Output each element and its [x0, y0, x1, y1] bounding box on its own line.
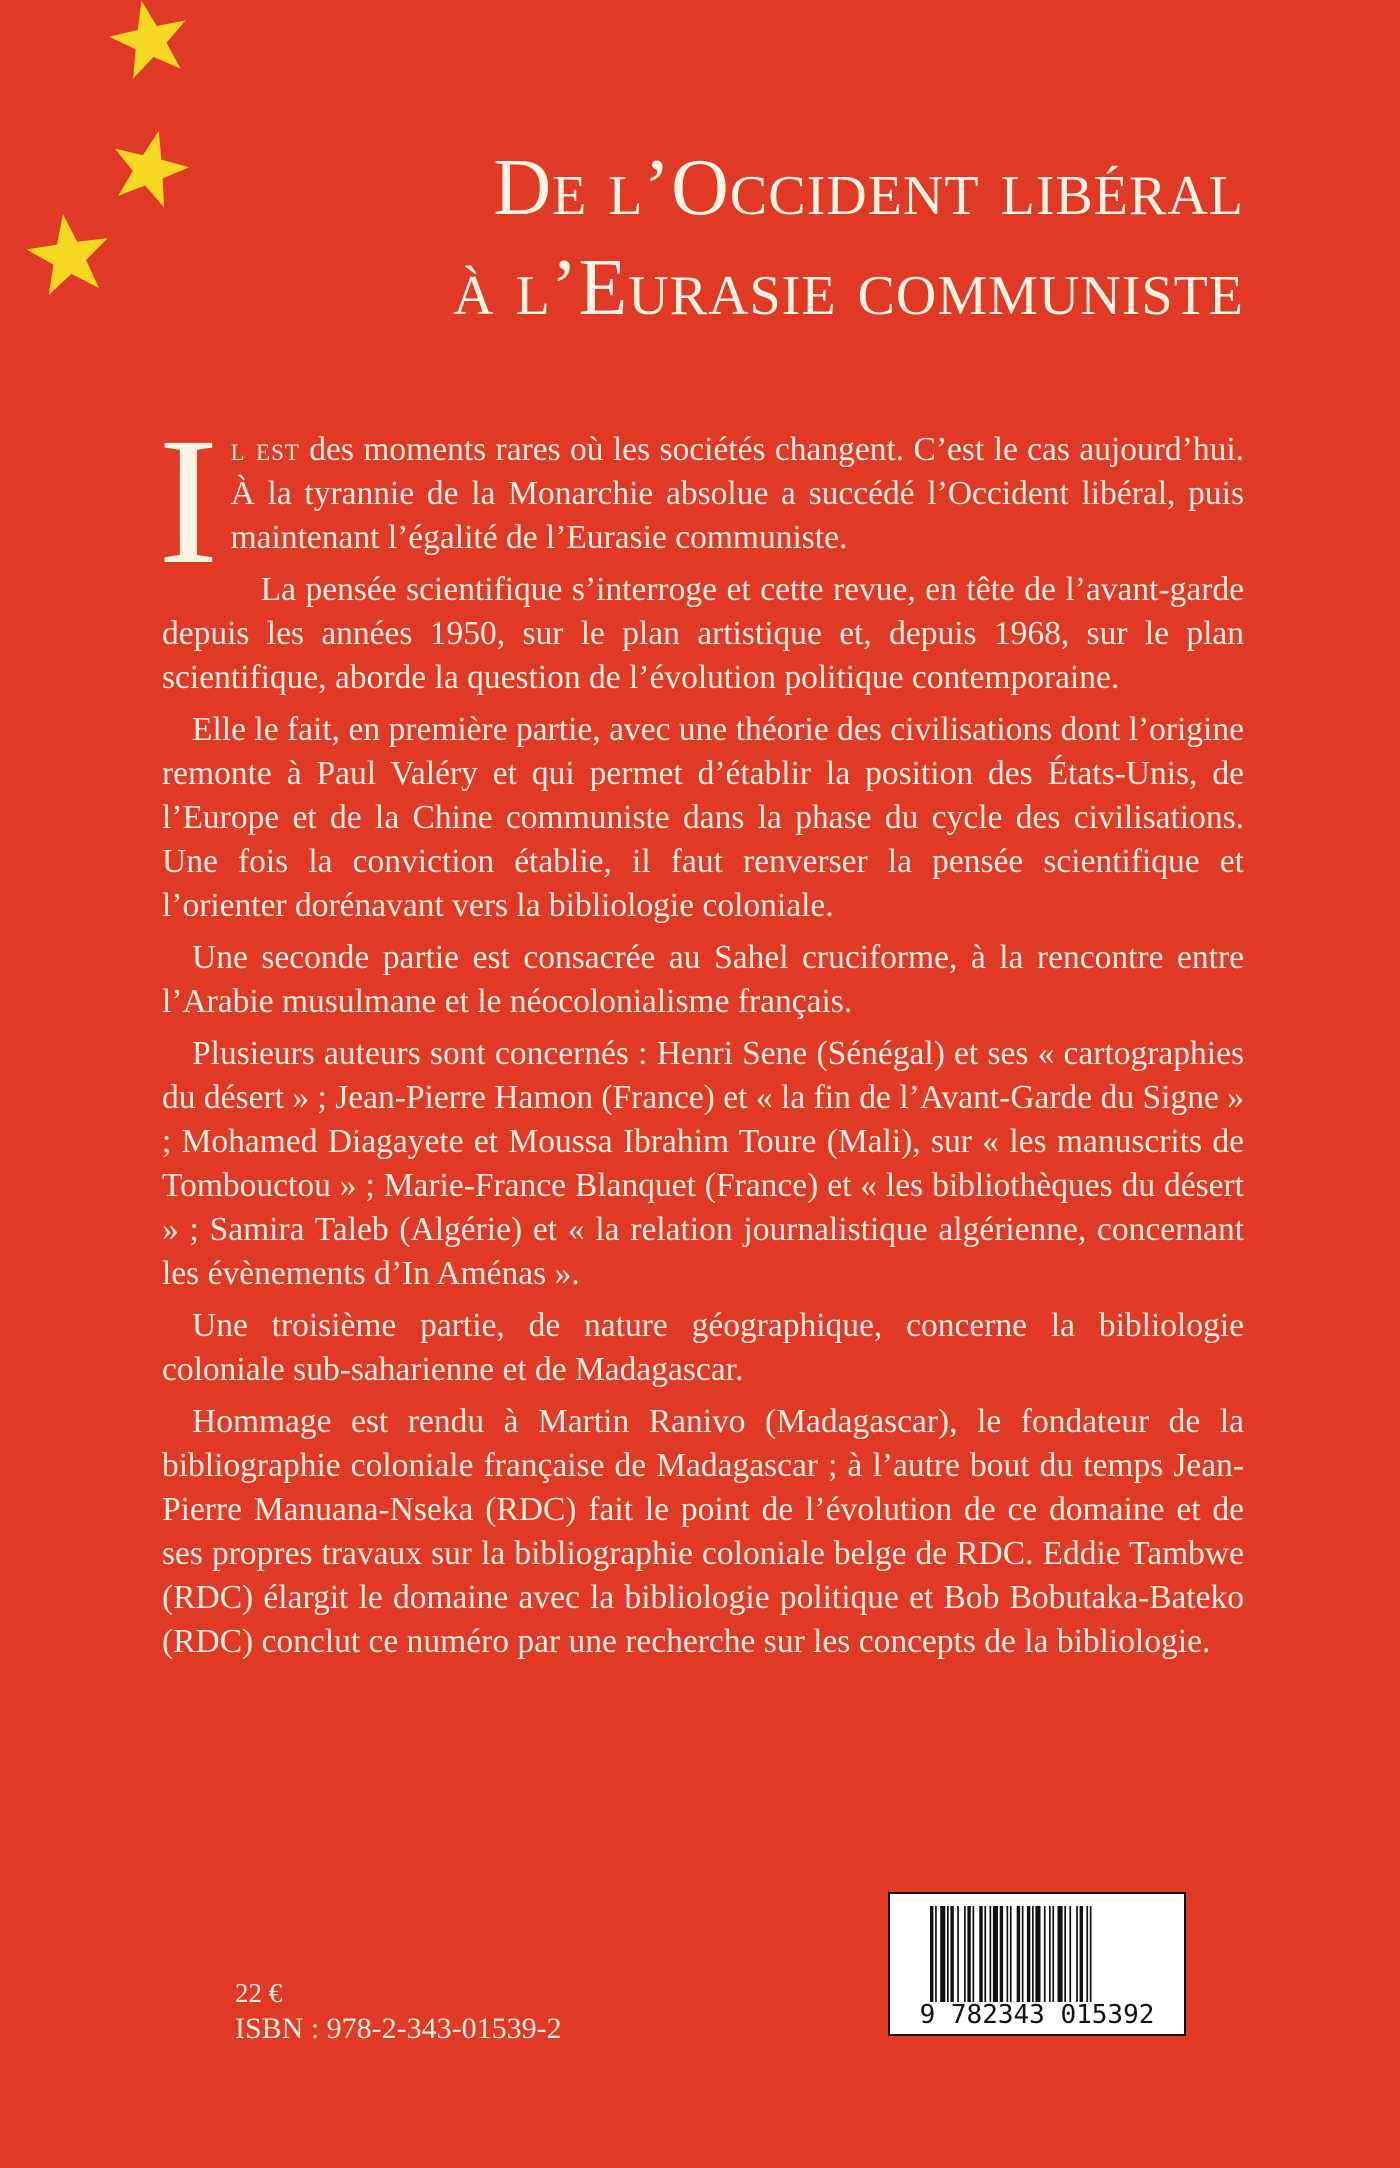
- paragraph-6: Une troisième partie, de nature géographique, concerne la bibliologie coloniale sub-saharienne et de Madagascar.: [162, 1307, 1244, 1388]
- isbn: ISBN : 978-2-343-01539-2: [235, 2012, 562, 2045]
- paragraph-3: Elle le fait, en première partie, avec une théorie des civilisations dont l’origine remonte à Paul Valéry et qui permet d’établir la position des États-Unis, de l’Europe et de la Chine communiste dans la phase du cycle des civilisations. Une fois la conviction établie, il faut renverser la pensée scientifique et l’orienter dorénavant vers la bibliologie coloniale.: [162, 711, 1244, 924]
- title-line-1: De l’Occident libéral: [493, 144, 1244, 232]
- paragraph-7: Hommage est rendu à Martin Ranivo (Madagascar), le fondateur de la bibliographie coloniale française de Madagascar ; à l’autre bout du temps Jean-Pierre Manuana-Nseka (RDC) fait le point de l’évolution de ce domaine et de ses propres travaux sur la bibliographie coloniale belge de RDC. Eddie Tambwe (RDC) élargit le domaine avec la bibliologie politique et Bob Bobutaka-Bateko (RDC) conclut ce numéro par une recherche sur les concepts de la bibliologie.: [162, 1403, 1244, 1660]
- price: 22 €: [235, 1978, 283, 2008]
- paragraph-1-text: des moments rares où les sociétés changent. C’est le cas aujourd’hui. À la tyrannie de la Monarchie absolue a succédé l’Occident libéral, puis maintenant l’égalité de l’Eurasie communiste.: [230, 431, 1244, 556]
- back-cover-text: [158, 401, 1244, 1672]
- star-icon: [24, 212, 114, 302]
- paragraph-5: Plusieurs auteurs sont concernés : Henri Sene (Sénégal) et ses « cartographies du désert » ; Jean-Pierre Hamon (France) et « la fin de l’Avant-Garde du Signe » ; Mohamed Diagayete et Moussa Ibrahim Toure (Mali), sur « les manuscrits de Tombouctou » ; Marie-France Blanquet (France) et « les bibliothèques du désert » ; Samira Taleb (Algérie) et « la relation journalistique algérienne, concernant les évènements d’In Aménas ».: [162, 1035, 1244, 1292]
- barcode-bars: [930, 1906, 1144, 2002]
- star-icon: [106, 0, 194, 84]
- paragraph-2: La pensée scientifique s’interroge et cette revue, en tête de l’avant-garde depuis les années 1950, sur le plan artistique et, depuis 1968, sur le plan scientifique, aborde la question de l’évolution politique contemporaine.: [162, 571, 1244, 696]
- paragraph-4: Une seconde partie est consacrée au Sahel cruciforme, à la rencontre entre l’Arabie musulmane et le néocolonialisme français.: [162, 939, 1244, 1020]
- barcode-number: 9 782343 015392: [919, 2000, 1155, 2030]
- title-line-2: à l’Eurasie communiste: [453, 244, 1244, 332]
- lead-words: l est: [230, 431, 300, 468]
- book-title: [453, 138, 1244, 338]
- barcode: [888, 1892, 1186, 2036]
- drop-cap: I: [158, 401, 219, 602]
- paragraph-1: [158, 401, 1244, 602]
- star-icon: [106, 128, 192, 212]
